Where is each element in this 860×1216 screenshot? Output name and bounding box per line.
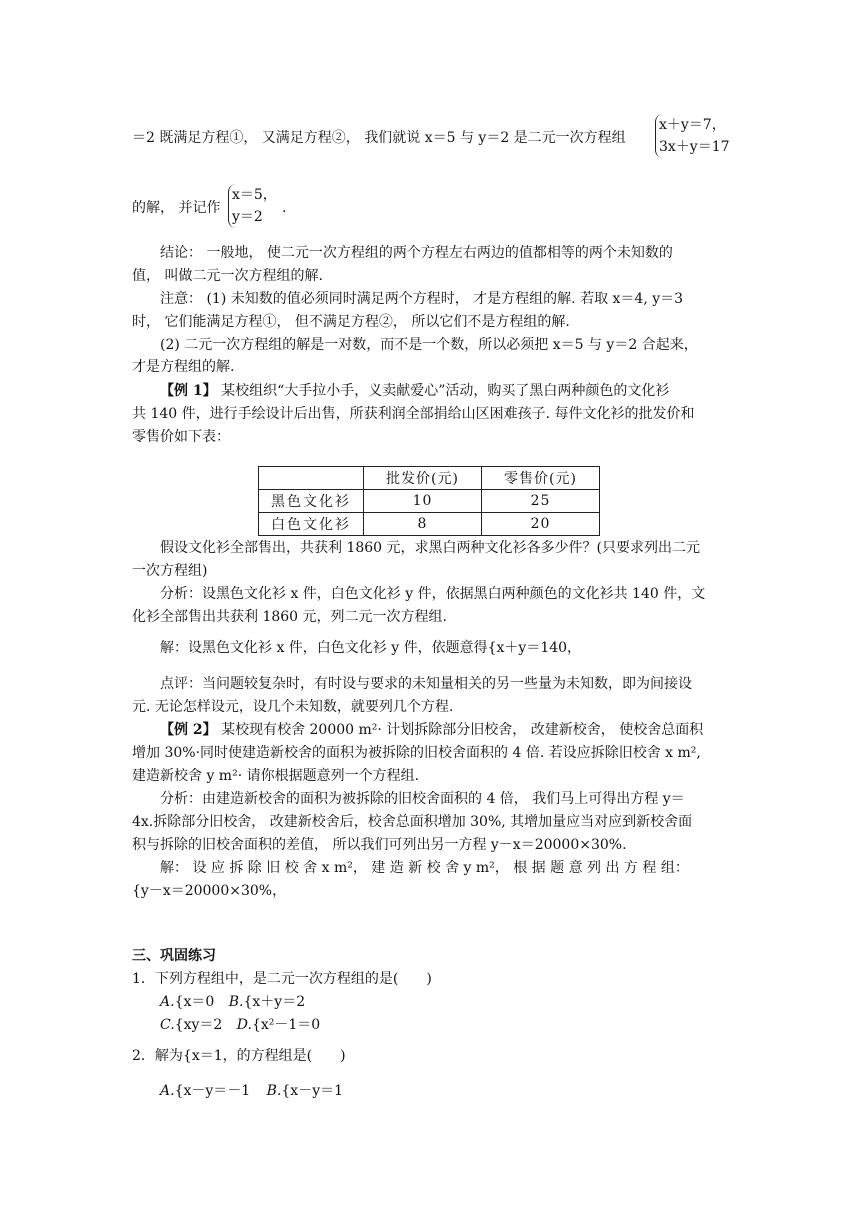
practice-q1-options-row-1 (160, 991, 305, 1013)
system-2-eq-2: y＝2 (232, 209, 263, 225)
example-2-tag: 【例 2】 (160, 722, 217, 738)
table-row (259, 490, 600, 513)
table-cell: 20 (482, 513, 600, 536)
conclusion-line-2: 值， 叫做二元一次方程组的解. (132, 268, 323, 284)
intro-line-2-prefix: 的解， 并记作 (132, 200, 221, 216)
example-2-analysis-line-2: 4x.拆除部分旧校舍， 改建新校舍后，校舍总面积增加 30%, 其增加量应当对应到新校舍面 (132, 814, 693, 830)
q2-brace: {x＝1 (182, 1048, 223, 1064)
example-1-solution: 解：设黑色文化衫 x 件，白色文化衫 y 件，依题意得{x＋y＝140， (160, 640, 582, 656)
option-c-text: {xy＝2 (174, 1017, 223, 1033)
table-header-cell: 批发价(元) (364, 467, 482, 490)
table-header-cell (259, 467, 364, 490)
note-1-line-2: 时， 它们能满足方程①， 但不满足方程②， 所以它们不是方程组的解. (132, 314, 570, 330)
q2-suffix: ，的方程组是( ) (222, 1048, 346, 1064)
practice-q1: 1．下列方程组中，是二元一次方程组的是( ) (132, 971, 432, 987)
practice-q2 (132, 1045, 346, 1067)
system-1-eq-2: 3x＋y＝17 (659, 139, 730, 155)
example-1-line-3: 零售价如下表： (132, 429, 230, 445)
example-2-line-1 (160, 719, 703, 741)
q2-prefix: 2．解为 (132, 1048, 183, 1064)
example-2-analysis-line-3: 积与拆除的旧校舍面积的差值， 所以我们可列出另一方程 y－x＝20000×30%. (132, 837, 627, 853)
option-b-text: {x＋y＝2 (243, 994, 306, 1010)
note-1-line-1: 注意： (1) 未知数的值必须同时满足两个方程时， 才是方程组的解. 若取 x＝4, y＝3 (160, 291, 684, 307)
option-a-label: A. (160, 994, 175, 1010)
table-row (259, 513, 600, 536)
example-1-tag: 【例 1】 (160, 383, 217, 399)
system-1-eq-1: x＋y＝7， (659, 117, 726, 133)
table-cell: 黑色文化衫 (259, 490, 364, 513)
option-a-text: {x＝0 (174, 994, 215, 1010)
practice-title: 三、巩固练习 (132, 948, 216, 964)
option-c-label: C. (160, 1017, 175, 1033)
q2-option-a-label: A. (160, 1083, 175, 1099)
option-d-text: {x²－1＝0 (251, 1017, 321, 1033)
example-1-question-line-1: 假设文化衫全部售出，共获利 1860 元，求黑白两种文化衫各多少件？(只要求列出二元 (160, 540, 700, 556)
equation-system-2 (228, 184, 277, 228)
example-1-comment-line-1: 点评：当问题较复杂时，有时设与要求的未知量相关的另一些量为未知数，即为间接设 (160, 676, 692, 692)
conclusion-line-1: 结论： 一般地， 使二元一次方程组的两个方程左右两边的值都相等的两个未知数的 (160, 245, 673, 261)
example-1-line-2: 共 140 件，进行手绘设计后出售，所获利润全部捐给山区困难孩子. 每件文化衫的批发价和 (132, 406, 695, 422)
example-2-analysis-line-1: 分析：由建造新校舍的面积为被拆除的旧校舍面积的 4 倍， 我们马上可得出方程 y＝ (160, 791, 685, 807)
example-1-text-1: 某校组织“大手拉小手，义卖献爱心”活动，购买了黑白两种颜色的文化衫 (216, 383, 670, 399)
option-b-label: B. (228, 994, 244, 1010)
table-header-row (259, 467, 600, 490)
example-2-text-1: 某校现有校舍 20000 m²· 计划拆除部分旧校舍， 改建新校舍， 使校舍总面积 (216, 722, 704, 738)
intro-line-2-suffix: . (282, 200, 287, 216)
table-cell: 10 (364, 490, 482, 513)
table-cell: 白色文化衫 (259, 513, 364, 536)
practice-q1-options-row-2 (160, 1014, 320, 1036)
note-2-line-1: (2) 二元一次方程组的解是一对数，而不是一个数，所以必须把 x＝5 与 y＝2 合起来， (160, 337, 698, 353)
example-1-analysis-line-1: 分析：设黑色文化衫 x 件，白色文化衫 y 件，依据黑白两种颜色的文化衫共 140 件，文 (160, 586, 706, 602)
table-header-cell: 零售价(元) (482, 467, 600, 490)
equation-system-1 (655, 114, 730, 158)
example-1-comment-line-2: 元. 无论怎样设元，设几个未知数，就要列几个方程. (132, 699, 454, 715)
example-2-line-3: 建造新校舍 y m²· 请你根据题意列一个方程组. (132, 768, 420, 784)
example-2-solution-line-2: {y－x＝20000×30%， (132, 883, 287, 899)
q2-option-a-text: {x－y＝－1 (174, 1083, 251, 1099)
example-2-solution-line-1: 解： 设 应 拆 除 旧 校 舍 x m²， 建 造 新 校 舍 y m²， 根 据 题 意 列 出 方 程 组： (160, 860, 689, 876)
example-1-analysis-line-2: 化衫全部售出共获利 1860 元，列二元一次方程组. (132, 609, 447, 625)
intro-line-1: ＝2 既满足方程①， 又满足方程②， 我们就说 x＝5 与 y＝2 是二元一次方程组 (132, 130, 626, 146)
q2-option-b-label: B. (266, 1083, 282, 1099)
practice-q2-options-row-1 (160, 1080, 343, 1102)
example-2-line-2: 增加 30%·同时使建造新校舍的面积为被拆除的旧校舍面积的 4 倍. 若设应拆除旧校舍 x m², (132, 745, 701, 761)
note-2-line-2: 才是方程组的解. (132, 359, 235, 375)
system-2-eq-1: x＝5， (232, 187, 277, 203)
table-cell: 8 (364, 513, 482, 536)
example-1-line-1 (160, 380, 669, 402)
price-table (258, 466, 600, 536)
example-1-question-line-2: 一次方程组) (132, 563, 208, 579)
q2-option-b-text: {x－y＝1 (281, 1083, 344, 1099)
table-cell: 25 (482, 490, 600, 513)
option-d-label: D. (236, 1017, 252, 1033)
